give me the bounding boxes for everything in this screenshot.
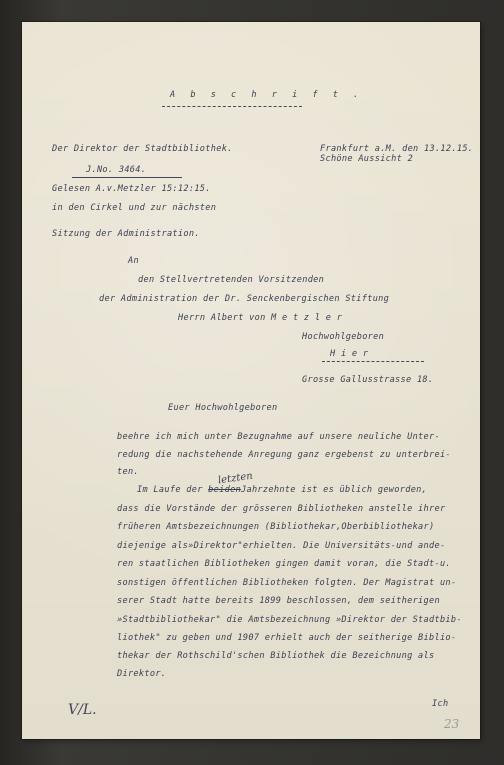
paragraph-1-line-2: redung die nachstehende Anregung ganz ergebenst zu unterbrei- (117, 450, 451, 460)
recipient-line-6: Grosse Gallusstrasse 18. (302, 375, 434, 385)
reading-note-1: Gelesen A.v.Metzler 15:12:15. (52, 184, 211, 194)
place-date: Frankfurt a.M. den 13.12.15. (320, 144, 474, 154)
paragraph-2-line-3: früheren Amtsbezeichnungen (Bibliothekar,Oberbibliothekar) (117, 522, 435, 532)
letter-page (22, 22, 480, 739)
paragraph-2-line-4: diejenige als»Direktor"erhielten. Die Universitäts-und ande- (117, 541, 446, 551)
paragraph-2-line-1-end: Jahrzehnte ist es üblich geworden, (241, 485, 428, 495)
paragraph-1-line-3: ten. (117, 467, 139, 477)
paragraph-2-line-2: dass die Vorstände der grösseren Bibliotheken anstelle ihrer (117, 504, 446, 514)
journal-number: J.No. 3464. (86, 165, 147, 175)
pencil-page-number: 23 (444, 717, 460, 731)
sender-address: Schöne Aussicht 2 (320, 154, 414, 164)
hier-underline (322, 361, 424, 362)
recipient-line-2: der Administration der Dr. Senckenbergischen Stiftung (99, 294, 390, 304)
paragraph-2-line-1 (137, 485, 427, 495)
recipient-an: An (128, 256, 139, 266)
struck-word: beiden (208, 485, 242, 495)
reading-note-2: in den Cirkel und zur nächsten (52, 203, 217, 213)
paragraph-2-line-1-start: Im Laufe der (137, 485, 203, 495)
handwritten-initials: V/L. (68, 702, 97, 718)
recipient-line-1: den Stellvertretenden Vorsitzenden (138, 275, 325, 285)
reading-note-3: Sitzung der Administration. (52, 229, 200, 239)
title-underline (162, 106, 302, 107)
handwritten-insertion: letzten (217, 470, 254, 487)
journal-underline (72, 177, 182, 178)
paragraph-1-line-1: beehre ich mich unter Bezugnahme auf unsere neuliche Unter- (117, 432, 440, 442)
paragraph-2-line-9: liothek" zu geben und 1907 erhielt auch der seitherige Biblio- (117, 633, 457, 643)
recipient-line-3: Herrn Albert von M e t z l e r (178, 313, 343, 323)
paragraph-2-line-8: »Stadtbibliothekar" die Amtsbezeichnung »Direktor der Stadtbib- (117, 615, 462, 625)
recipient-line-5: H i e r (330, 349, 369, 359)
paragraph-2-line-10: thekar der Rothschild'schen Bibliothek die Bezeichnung als (117, 651, 435, 661)
catchword: Ich (432, 699, 449, 709)
paragraph-2-line-6: sonstigen öffentlichen Bibliotheken folgten. Der Magistrat un- (117, 578, 457, 588)
paragraph-2-line-5: ren staatlichen Bibliotheken gingen damit voran, die Stadt-u. (117, 559, 451, 569)
sender: Der Direktor der Stadtbibliothek. (52, 144, 233, 154)
document-title: A b s c h r i f t . (170, 90, 364, 100)
paragraph-2-line-11: Direktor. (117, 669, 167, 679)
recipient-line-4: Hochwohlgeboren (302, 332, 385, 342)
salutation: Euer Hochwohlgeboren (168, 403, 278, 413)
paragraph-2-line-7: serer Stadt hatte bereits 1899 beschlossen, dem seitherigen (117, 596, 440, 606)
